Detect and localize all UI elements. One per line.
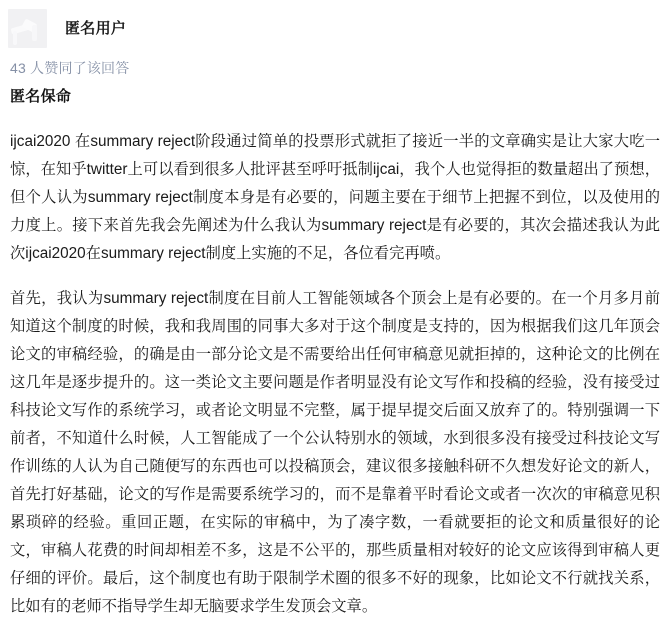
vote-count-label: 43 人赞同了该回答 bbox=[10, 60, 130, 76]
answer-paragraph: ijcai2020 在summary reject阶段通过简单的投票形式就拒了接近一半的文章确实是让大家大吃一惊，在知乎twitter上可以看到很多人批评甚至呼吁抵制ijcai，我个人也觉得拒的数量超出了预想，但个人认为summary reject制度本身是有必要的，问题主要在于细节上把握不到位，以及使用的力度上。接下来首先我会先阐述为什么我认为summary reject是有必要的，其次会描述我认为此次ijcai2020在summary reject制度上实施的不足，各位看完再喷。 bbox=[10, 133, 660, 263]
author-name[interactable]: 匿名用户 bbox=[65, 19, 127, 37]
answer-body bbox=[10, 128, 660, 621]
anonymous-avatar-placeholder-icon[interactable] bbox=[8, 9, 47, 48]
author-row bbox=[0, 0, 670, 48]
answer-lead-title: 匿名保命 bbox=[10, 87, 72, 105]
answer-paragraph: 首先，我认为summary reject制度在目前人工智能领域各个顶会上是有必要的。在一个月多月前知道这个制度的时候，我和我周围的同事大多对于这个制度是支持的，因为根据我们这几年顶会论文的审稿经验，的确是由一部分论文是不需要给出任何审稿意见就拒掉的，这种论文的比例在这几年是逐步提升的。这一类论文主要问题是作者明显没有论文写作和投稿的经验，没有接受过科技论文写作的系统学习，或者论文明显不完整，属于提早提交后面又放弃了的。特别强调一下前者，不知道什么时候，人工智能成了一个公认特别水的领域，水到很多没有接受过科技论文写作训练的人认为自己随便写的东西也可以投稿顶会，建议很多接触科研不久想发好论文的新人，首先打好基础，论文的写作是需要系统学习的，而不是靠着平时看论文或者一次次的审稿意见积累琐碎的经验。重回正题，在实际的审稿中，为了凑字数，一看就要拒的论文和质量很好的论文，审稿人花费的时间却相差不多，这是不公平的，那些质量相对较好的论文应该得到审稿人更仔细的评价。最后，这个制度也有助于限制学术圈的很多不好的现象，比如论文不行就找关系，比如有的老师不指导学生却无脑要求学生发顶会文章。 bbox=[10, 290, 660, 616]
avatar-shape-d bbox=[13, 31, 17, 45]
avatar-shape-c bbox=[32, 25, 37, 41]
